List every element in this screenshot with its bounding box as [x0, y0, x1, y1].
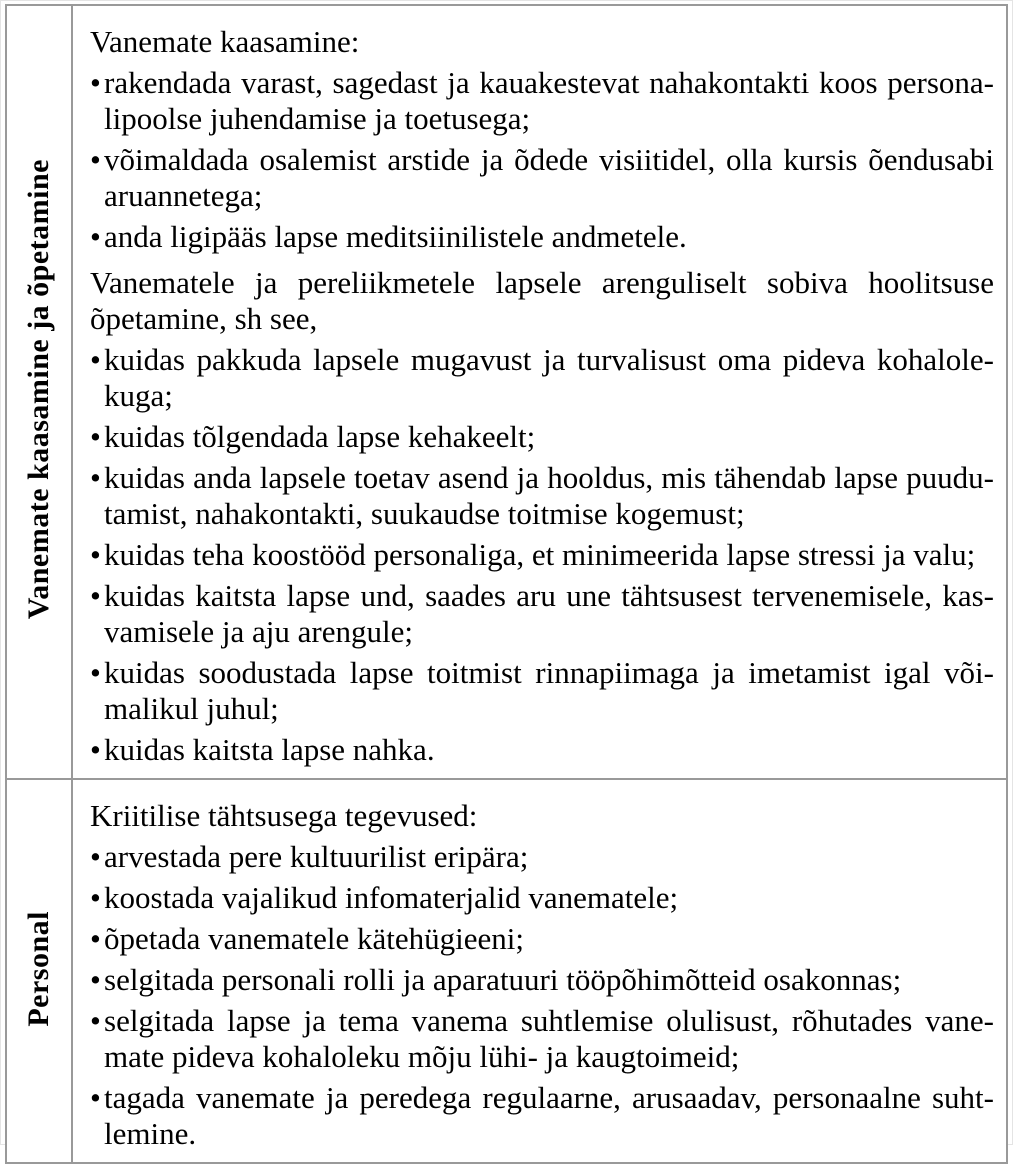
- vertical-row-label: Personal: [22, 910, 55, 1027]
- bullet-icon: •: [90, 65, 101, 100]
- bullet-icon: •: [90, 578, 101, 613]
- bullet-item: [90, 460, 994, 532]
- bullet-text: tagada vanemate ja peredega regulaarne, arusaadav, personaalne suhtlemine.: [104, 1080, 994, 1151]
- bullet-icon: •: [90, 1080, 101, 1115]
- bullet-text: selgitada lapse ja tema vanema suhtlemise olulisust, rõhutades vanemate pideva kohaloleku mõju lühi- ja kaugtoimeid;: [104, 1003, 994, 1074]
- bullet-item: [90, 839, 994, 875]
- bullet-item: [90, 921, 994, 957]
- bullet-item: [90, 578, 994, 650]
- bullet-icon: •: [90, 419, 101, 454]
- bullet-icon: •: [90, 460, 101, 495]
- care-guidelines-table: [5, 4, 1008, 1164]
- bullet-list: [90, 65, 994, 255]
- bullet-text: anda ligipääs lapse meditsiinilistele andmetele.: [104, 219, 687, 254]
- bullet-icon: •: [90, 142, 101, 177]
- bullet-list: [90, 342, 994, 768]
- bullet-icon: •: [90, 219, 101, 254]
- bullet-icon: •: [90, 342, 101, 377]
- bullet-item: [90, 880, 994, 916]
- bullet-icon: •: [90, 1003, 101, 1038]
- row-label-cell: [6, 5, 72, 779]
- bullet-item: [90, 1003, 994, 1075]
- bullet-text: kuidas tõlgendada lapse kehakeelt;: [104, 419, 536, 454]
- bullet-item: [90, 419, 994, 455]
- bullet-item: [90, 1080, 994, 1152]
- bullet-text: õpetada vanematele kätehügieeni;: [104, 921, 525, 956]
- bullet-item: [90, 732, 994, 768]
- bullet-text: koostada vajalikud infomaterjalid vanematele;: [104, 880, 679, 915]
- bullet-text: selgitada personali rolli ja aparatuuri tööpõhimõtteid osakonnas;: [104, 962, 902, 997]
- bullet-text: kuidas soodustada lapse toitmist rinnapiimaga ja imetamist igal võimalikul juhul;: [104, 655, 994, 726]
- bullet-text: kuidas pakkuda lapsele mugavust ja turvalisust oma pideva kohalolekuga;: [104, 342, 994, 413]
- table-row-parent-involvement: [6, 5, 1007, 779]
- bullet-item: [90, 142, 994, 214]
- bullet-text: arvestada pere kultuurilist eripära;: [104, 839, 529, 874]
- bullet-icon: •: [90, 880, 101, 915]
- bullet-item: [90, 962, 994, 998]
- bullet-icon: •: [90, 537, 101, 572]
- bullet-item: [90, 537, 994, 573]
- bullet-icon: •: [90, 839, 101, 874]
- bullet-text: võimaldada osalemist arstide ja õdede visiitidel, olla kursis õendusabi aruannetega;: [104, 142, 994, 213]
- bullet-icon: •: [90, 655, 101, 690]
- vertical-row-label: Vanemate kaasamine ja õpetamine: [22, 159, 55, 620]
- intro-paragraph: Kriitilise tähtsusega tegevused:: [90, 798, 478, 833]
- bullet-text: kuidas teha koostööd personaliga, et minimeerida lapse stressi ja valu;: [104, 537, 976, 572]
- bullet-text: kuidas anda lapsele toetav asend ja hooldus, mis tähendab lapse puudutamist, nahakontakti, suukaudse toitmise kogemust;: [104, 460, 994, 531]
- bullet-text: rakendada varast, sagedast ja kauakestevat nahakontakti koos personalipoolse juhendamise ja toetusega;: [104, 65, 994, 136]
- bullet-icon: •: [90, 732, 101, 767]
- bullet-text: kuidas kaitsta lapse nahka.: [104, 732, 435, 767]
- row-content-cell: [72, 5, 1007, 779]
- bullet-icon: •: [90, 921, 101, 956]
- bullet-text: kuidas kaitsta lapse und, saades aru une tähtsusest tervenemisele, kasvamisele ja aju arengule;: [104, 578, 994, 649]
- bullet-list: [90, 839, 994, 1152]
- bullet-icon: •: [90, 962, 101, 997]
- bullet-item: [90, 342, 994, 414]
- row-label-cell: [6, 779, 72, 1163]
- row-content-cell: [72, 779, 1007, 1163]
- intro-paragraph: Vanematele ja pereliikmetele lapsele arenguliselt sobiva hoolitsuse õpetamine, sh see,: [90, 265, 994, 336]
- intro-paragraph: Vanemate kaasamine:: [90, 24, 360, 59]
- bullet-item: [90, 655, 994, 727]
- bullet-item: [90, 65, 994, 137]
- table-row-personnel: [6, 779, 1007, 1163]
- bullet-item: [90, 219, 994, 255]
